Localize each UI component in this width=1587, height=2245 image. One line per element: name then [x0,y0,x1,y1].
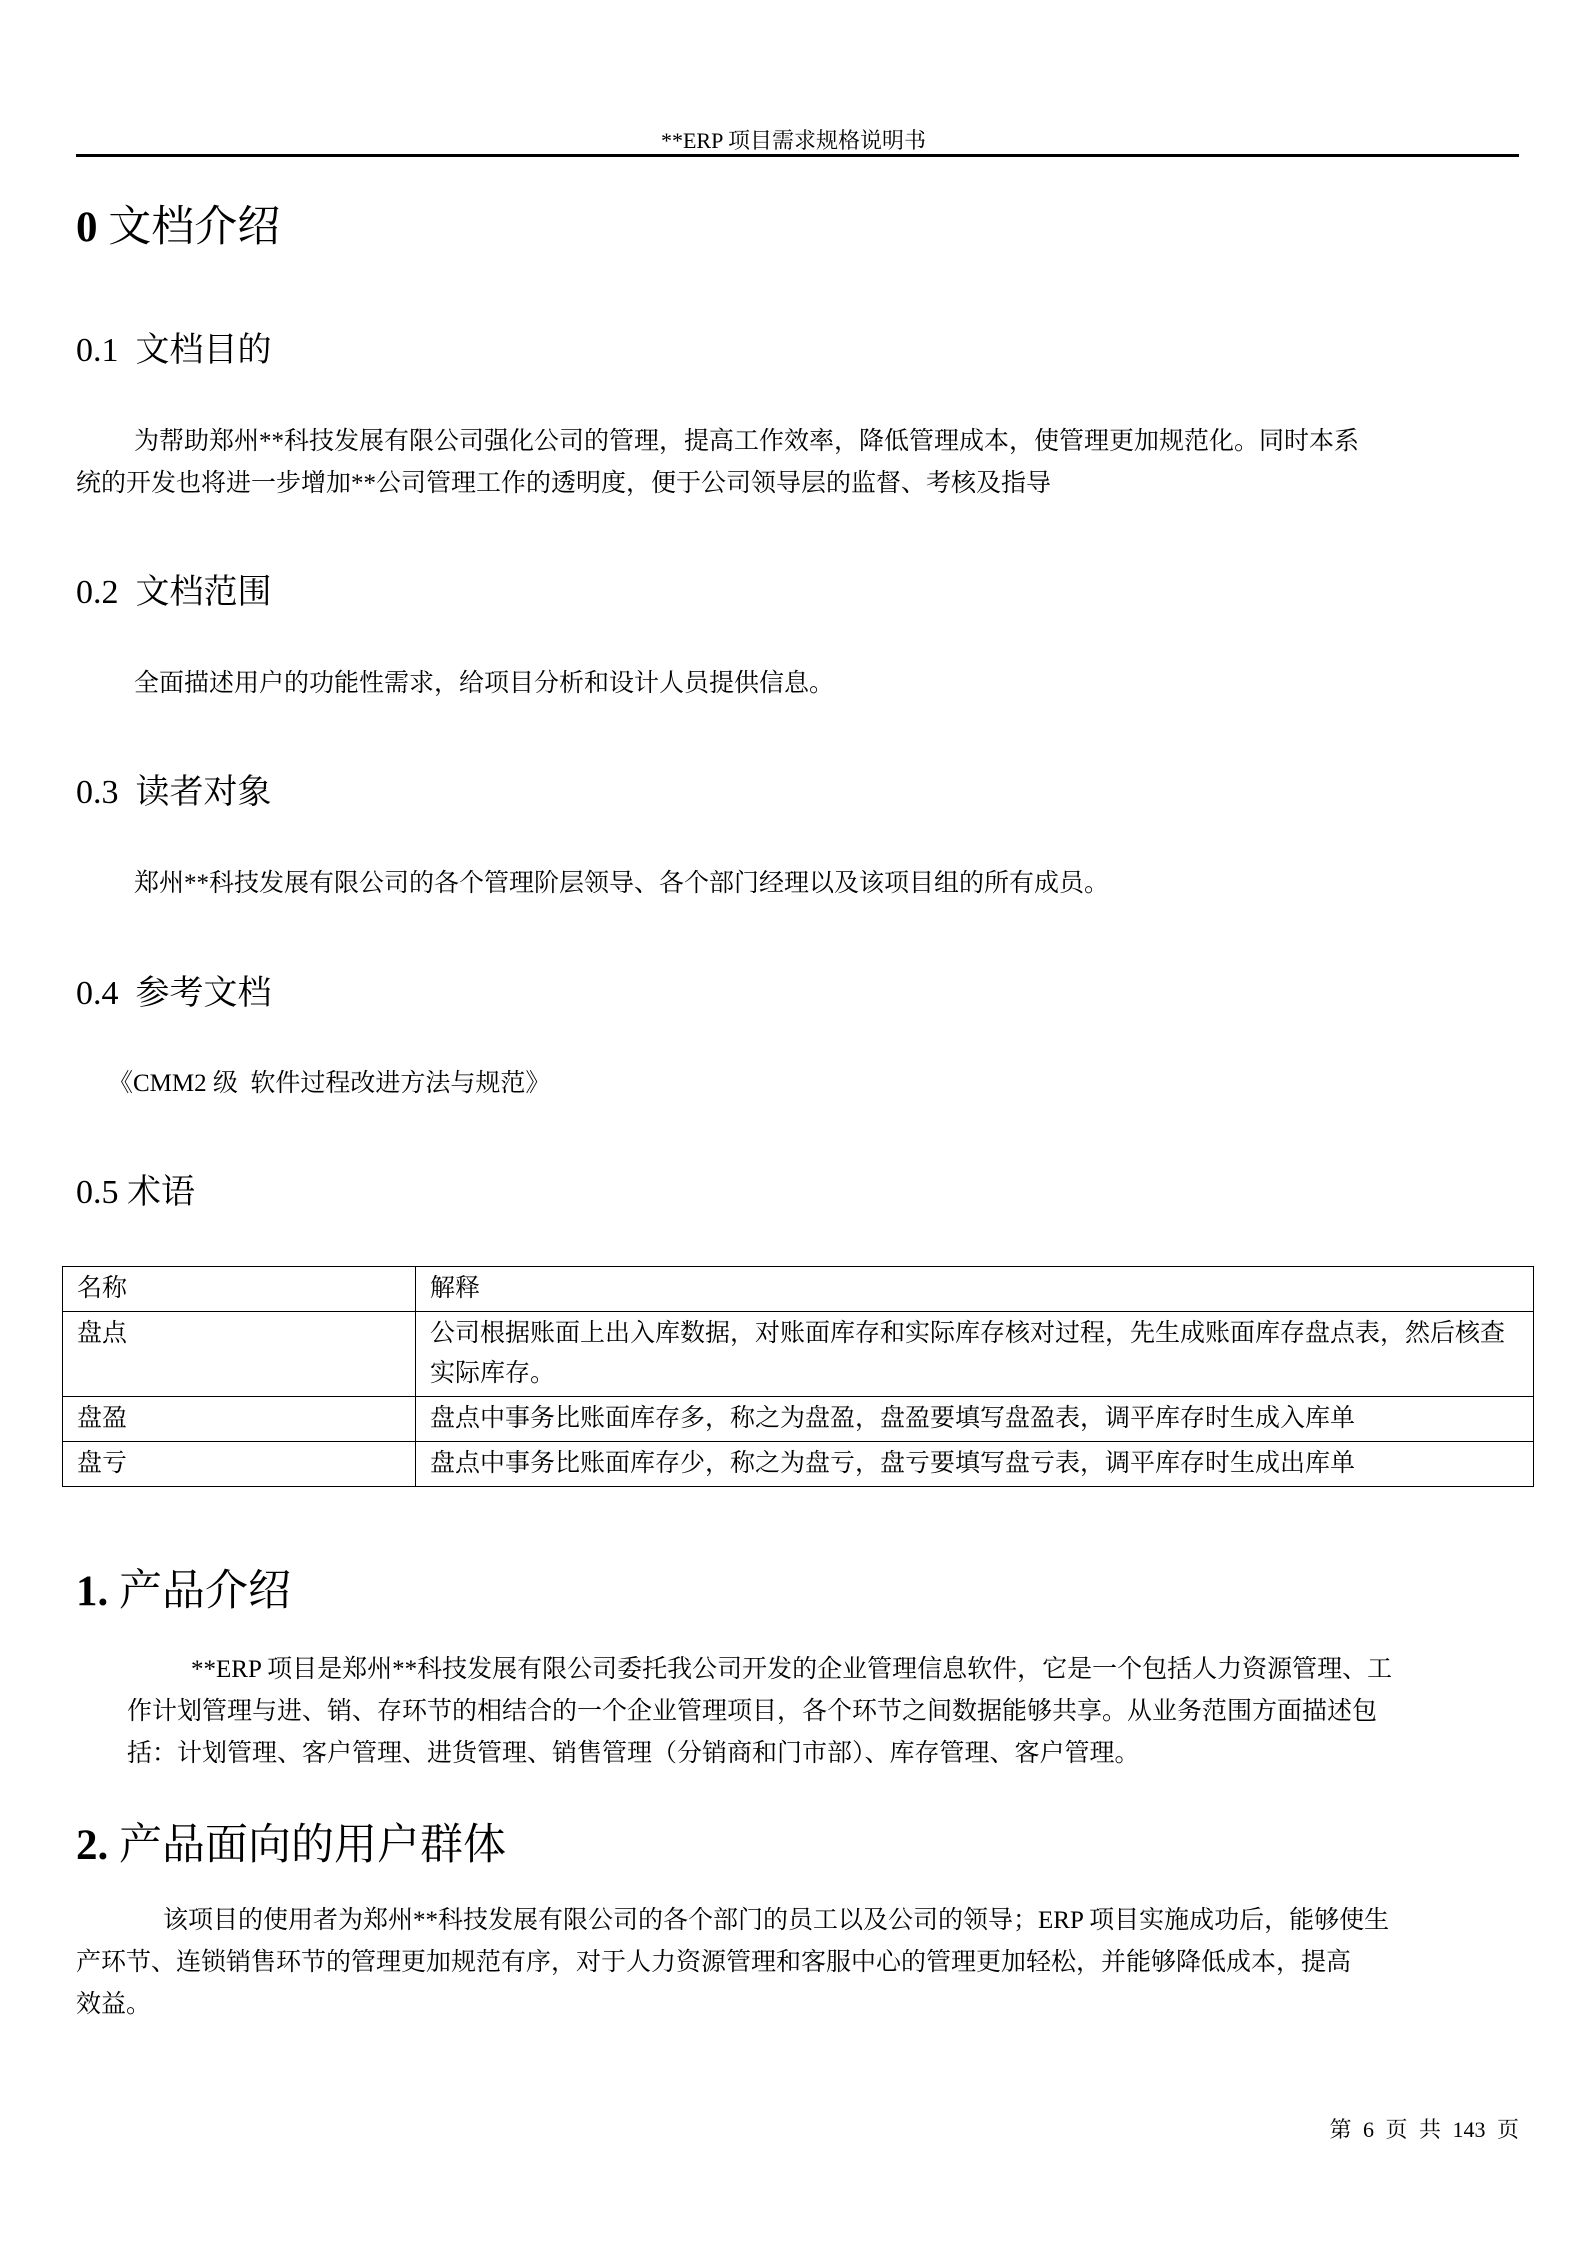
section-label: 产品面向的用户群体 [119,1822,506,1869]
section-label: 文档介绍 [108,204,281,251]
paragraph-line: 产环节、连锁销售环节的管理更加规范有序，对于人力资源管理和客服中心的管理更加轻松，并能够降低成本，提高 [76,1949,1352,1976]
section-2-heading [76,1811,506,1872]
header-cell: 解释 [416,1267,1534,1312]
term-cell: 盘点 [63,1312,416,1397]
section-label: 产品介绍 [119,1568,291,1615]
section-0-4-heading: 0.4 参考文档 [76,975,272,1012]
paragraph: 《CMM2 级 软件过程改进方法与规范》 [108,1070,551,1097]
term-cell: 盘盈 [63,1397,416,1442]
glossary-table [62,1266,1534,1487]
table-row [63,1442,1534,1487]
paragraph-line: 该项目的使用者为郑州**科技发展有限公司的各个部门的员工以及公司的领导；ERP 项目实施成功后，能够使生 [163,1907,1390,1934]
section-0-2-heading: 0.2 文档范围 [76,574,272,611]
table-header-row [63,1267,1534,1312]
header-cell: 名称 [63,1267,416,1312]
section-number: 2. [76,1822,109,1869]
paragraph-line: 作计划管理与进、销、存环节的相结合的一个企业管理项目，各个环节之间数据能够共享。从业务范围方面描述包 [127,1698,1378,1725]
section-0-1-heading: 0.1 文档目的 [76,332,272,369]
paragraph-line: **ERP 项目是郑州**科技发展有限公司委托我公司开发的企业管理信息软件，它是一个包括人力资源管理、工 [191,1656,1393,1683]
section-1-heading [76,1557,291,1618]
section-0-5-heading: 0.5 术语 [76,1174,195,1211]
term-cell: 盘亏 [63,1442,416,1487]
section-number: 0 [76,204,98,251]
page-number-footer: 第 6 页 共 143 页 [1329,2117,1519,2142]
paragraph-line: 统的开发也将进一步增加**公司管理工作的透明度，便于公司领导层的监督、考核及指导 [76,470,1052,497]
header-rule [76,154,1519,157]
paragraph-line: 括：计划管理、客户管理、进货管理、销售管理（分销商和门市部）、库存管理、客户管理。 [127,1740,1140,1767]
section-0-heading [76,193,280,254]
definition-cell: 公司根据账面上出入库数据，对账面库存和实际库存核对过程，先生成账面库存盘点表，然后核查实际库存。 [416,1312,1534,1397]
section-number: 1. [76,1568,109,1615]
table-row [63,1312,1534,1397]
paragraph-line: 效益。 [76,1991,152,2018]
table-row [63,1397,1534,1442]
definition-cell: 盘点中事务比账面库存多，称之为盘盈，盘盈要填写盘盈表，调平库存时生成入库单 [416,1397,1534,1442]
section-0-3-heading: 0.3 读者对象 [76,774,272,811]
paragraph: 郑州**科技发展有限公司的各个管理阶层领导、各个部门经理以及该项目组的所有成员。 [134,870,1110,897]
running-header: **ERP 项目需求规格说明书 [660,128,927,153]
paragraph: 全面描述用户的功能性需求，给项目分析和设计人员提供信息。 [134,670,835,697]
definition-cell: 盘点中事务比账面库存少，称之为盘亏，盘亏要填写盘亏表，调平库存时生成出库单 [416,1442,1534,1487]
paragraph-line: 为帮助郑州**科技发展有限公司强化公司的管理，提高工作效率，降低管理成本，使管理更加规范化。同时本系 [134,428,1360,455]
